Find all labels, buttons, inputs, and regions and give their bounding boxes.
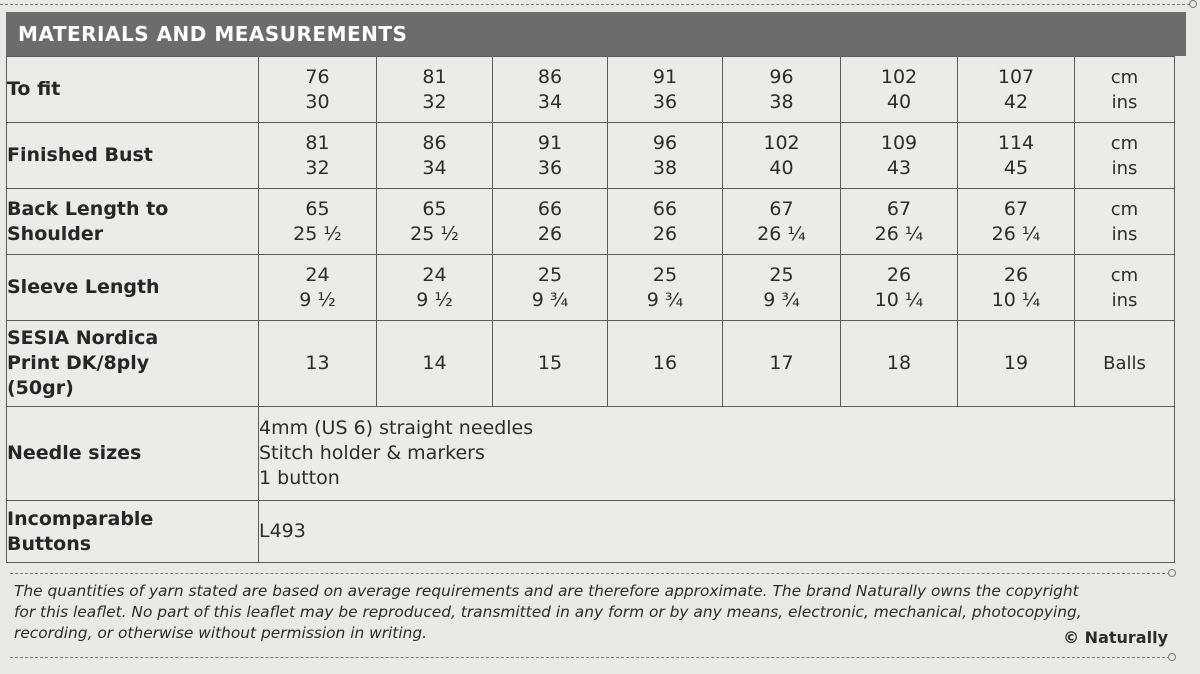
unit-cell: cm ins: [1075, 255, 1175, 321]
cell-value: 67 26 ¼: [958, 189, 1075, 255]
cell-value: 96 38: [608, 123, 723, 189]
cell-value: 25 9 ¾: [608, 255, 723, 321]
cell-value: 67 26 ¼: [841, 189, 958, 255]
row-label-yarn: SESIA Nordica Print DK/8ply (50gr): [7, 321, 259, 407]
row-label-finished-bust: Finished Bust: [7, 123, 259, 189]
cell-value: 13: [259, 321, 377, 407]
cell-value: 109 43: [841, 123, 958, 189]
unit-cell: cm ins: [1075, 189, 1175, 255]
cell-value: 114 45: [958, 123, 1075, 189]
cell-value: 24 9 ½: [259, 255, 377, 321]
bottom-cut-line: [10, 657, 1170, 658]
bottom-cut-circle: [1168, 653, 1176, 661]
cell-value: 102 40: [723, 123, 841, 189]
buttons-code: L493: [259, 501, 1175, 563]
table-row-yarn: [7, 321, 1175, 407]
cell-value: 76 30: [259, 57, 377, 123]
middle-cut-circle: [1168, 569, 1176, 577]
cell-value: 66 26: [493, 189, 608, 255]
top-cut-circle: [1189, 0, 1197, 8]
cell-value: 26 10 ¼: [841, 255, 958, 321]
cell-value: 96 38: [723, 57, 841, 123]
cell-value: 107 42: [958, 57, 1075, 123]
row-label-sleeve-length: Sleeve Length: [7, 255, 259, 321]
table-row-sleeve-length: [7, 255, 1175, 321]
cell-value: 25 9 ¾: [493, 255, 608, 321]
cell-value: 19: [958, 321, 1075, 407]
needle-sizes-text: 4mm (US 6) straight needles Stitch holder & markers 1 button: [259, 407, 1175, 501]
cell-value: 81 32: [259, 123, 377, 189]
unit-cell: Balls: [1075, 321, 1175, 407]
measurements-table: [6, 56, 1175, 563]
cell-value: 86 34: [493, 57, 608, 123]
table-row-needle-sizes: [7, 407, 1175, 501]
unit-cell: cm ins: [1075, 123, 1175, 189]
middle-cut-line: [10, 573, 1170, 574]
cell-value: 102 40: [841, 57, 958, 123]
cell-value: 25 9 ¾: [723, 255, 841, 321]
copyright-footnote: The quantities of yarn stated are based on average requirements and are therefore approximate. The brand Naturally owns the copyright for this leaflet. No part of this leaflet may be reproduced, transmitted in any form or by any means, electronic, mechanical, photocopying, recording, or otherwise without permission in writing.: [14, 582, 1082, 642]
table-row-finished-bust: [7, 123, 1175, 189]
cell-value: 24 9 ½: [377, 255, 493, 321]
section-title: MATERIALS AND MEASUREMENTS: [6, 12, 1186, 56]
row-label-buttons: Incomparable Buttons: [7, 501, 259, 563]
cell-value: 67 26 ¼: [723, 189, 841, 255]
row-label-to-fit: To fit: [7, 57, 259, 123]
cell-value: 65 25 ½: [259, 189, 377, 255]
table-row-back-length: [7, 189, 1175, 255]
cell-value: 65 25 ½: [377, 189, 493, 255]
cell-value: 18: [841, 321, 958, 407]
row-label-needle-sizes: Needle sizes: [7, 407, 259, 501]
cell-value: 15: [493, 321, 608, 407]
table-row-buttons: [7, 501, 1175, 563]
cell-value: 66 26: [608, 189, 723, 255]
cell-value: 81 32: [377, 57, 493, 123]
table-row-to-fit: [7, 57, 1175, 123]
unit-cell: cm ins: [1075, 57, 1175, 123]
row-label-back-length: Back Length to Shoulder: [7, 189, 259, 255]
cell-value: 91 36: [608, 57, 723, 123]
cell-value: 86 34: [377, 123, 493, 189]
cell-value: 26 10 ¼: [958, 255, 1075, 321]
copyright-mark: © Naturally: [1063, 628, 1168, 647]
top-cut-line: [0, 4, 1190, 5]
cell-value: 14: [377, 321, 493, 407]
cell-value: 17: [723, 321, 841, 407]
cell-value: 16: [608, 321, 723, 407]
cell-value: 91 36: [493, 123, 608, 189]
